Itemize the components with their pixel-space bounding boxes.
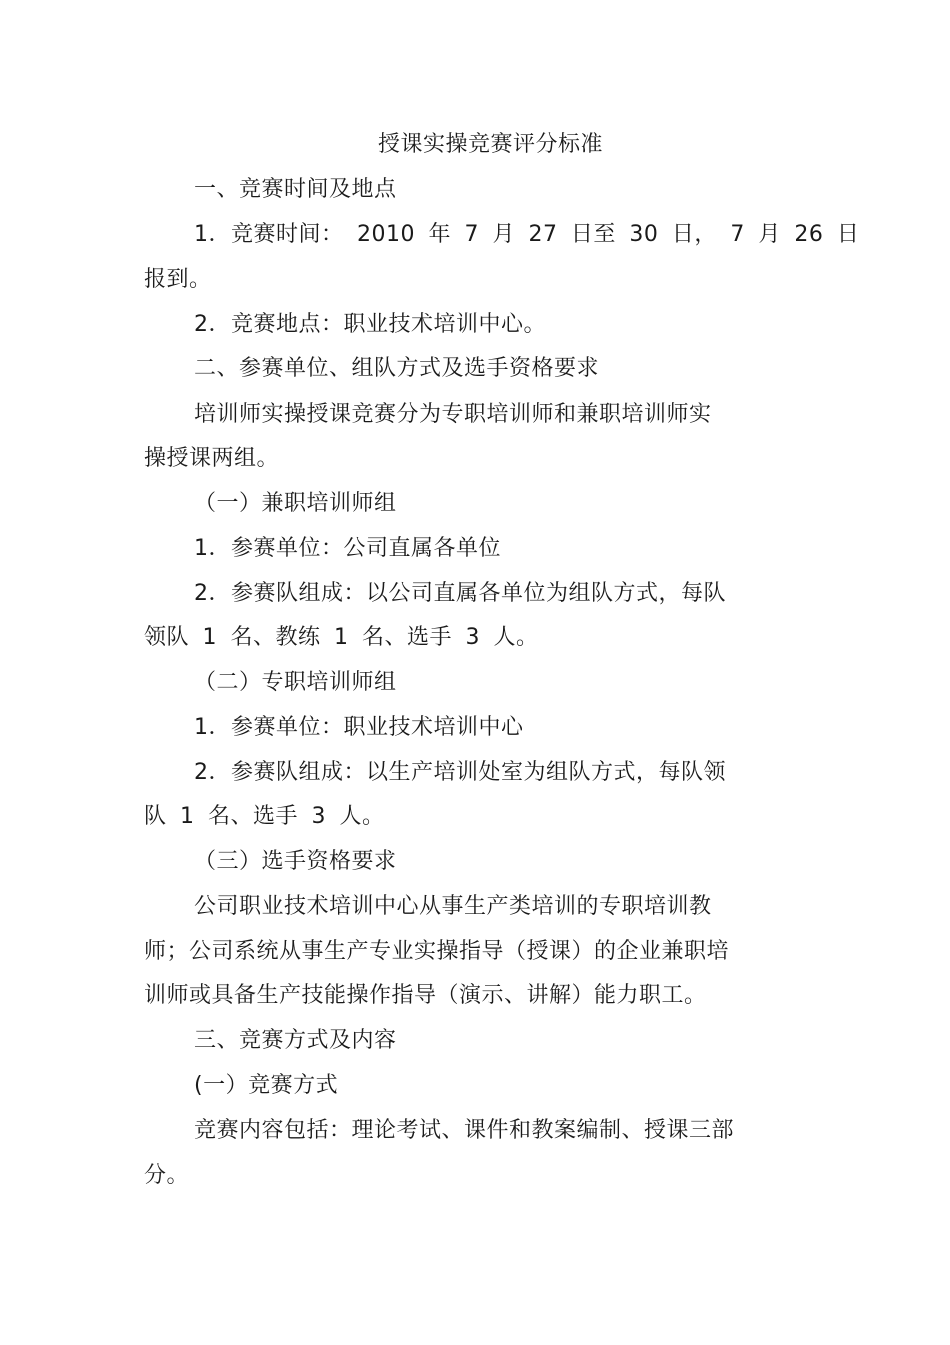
- paragraph-line: 领队 1 名、教练 1 名、选手 3 人。: [144, 625, 539, 650]
- paragraph-line: 师；公司系统从事生产专业实操指导（授课）的企业兼职培: [144, 939, 730, 964]
- paragraph-line: 1．竞赛时间： 2010 年 7 月 27 日至 30 日， 7 月 26 日: [194, 222, 860, 247]
- paragraph-line: 队 1 名、选手 3 人。: [144, 804, 385, 829]
- paragraph-line: 2．竞赛地点：职业技术培训中心。: [194, 312, 546, 337]
- subsection-heading: （二）专职培训师组: [194, 670, 397, 695]
- subsection-heading: （三）选手资格要求: [194, 849, 397, 874]
- paragraph-line: 1．参赛单位：公司直属各单位: [194, 536, 501, 561]
- paragraph-line: 培训师实操授课竞赛分为专职培训师和兼职培训师实: [194, 402, 712, 427]
- page-title: 授课实操竞赛评分标准: [378, 132, 604, 157]
- paragraph-line: 训师或具备生产技能操作指导（演示、讲解）能力职工。: [144, 983, 707, 1008]
- paragraph-line: 操授课两组。: [144, 446, 280, 471]
- paragraph-line: 公司职业技术培训中心从事生产类培训的专职培训教: [194, 894, 712, 919]
- paragraph-line: 2．参赛队组成：以生产培训处室为组队方式，每队领: [194, 760, 726, 785]
- paragraph-line: 2．参赛队组成：以公司直属各单位为组队方式，每队: [194, 581, 726, 606]
- section-heading-1: 一、竞赛时间及地点: [194, 177, 397, 202]
- paragraph-line: 竞赛内容包括：理论考试、课件和教案编制、授课三部: [194, 1118, 735, 1143]
- subsection-heading: （一）兼职培训师组: [194, 491, 397, 516]
- section-heading-2: 二、参赛单位、组队方式及选手资格要求: [194, 356, 600, 381]
- paragraph-line: 报到。: [144, 267, 212, 292]
- subsection-heading: (一）竞赛方式: [194, 1073, 339, 1098]
- paragraph-line: 1．参赛单位：职业技术培训中心: [194, 715, 524, 740]
- paragraph-line: 分。: [144, 1163, 190, 1188]
- section-heading-3: 三、竞赛方式及内容: [194, 1028, 397, 1053]
